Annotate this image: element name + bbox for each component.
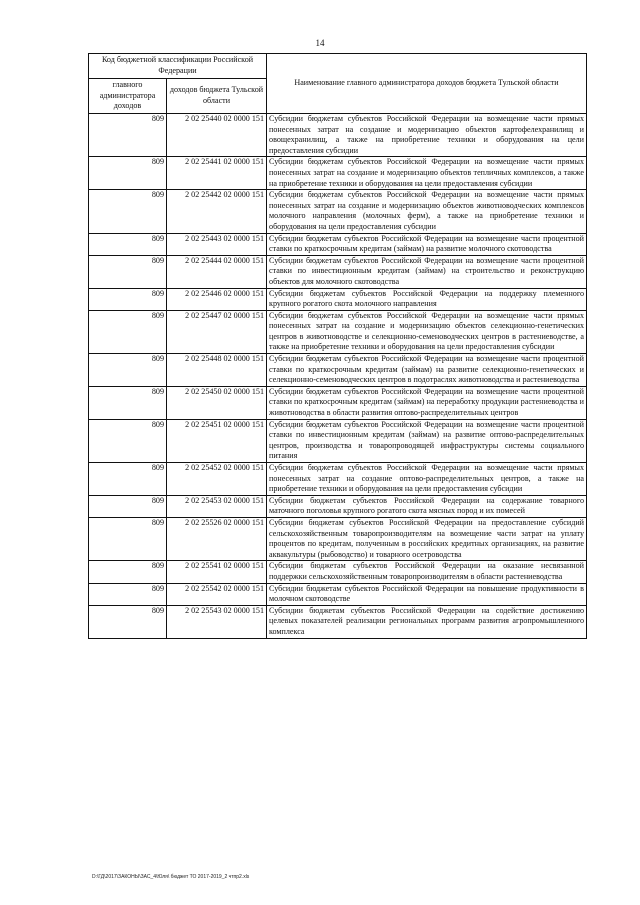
name-column-header: Наименование главного администратора доходов бюджета Тульской области	[267, 54, 587, 114]
admin-code-cell: 809	[89, 419, 167, 462]
admin-code-cell: 809	[89, 114, 167, 157]
revenue-code-cell: 2 02 25542 02 0000 151	[167, 583, 267, 605]
admin-code-cell: 809	[89, 255, 167, 288]
admin-code-cell: 809	[89, 354, 167, 387]
revenue-name-cell: Субсидии бюджетам субъектов Российской Федерации на возмещение части прямых понесенных затрат на создание оптово-распределительных центров, а также на приобретение техники и оборудования на цели предоставления субсидии	[267, 463, 587, 496]
footer-file-path: D:\ГД\2017\ЗАКОНЫ\ЗАС_4\Юля\ бюджет ТО 2017-2019_2 чтпр2.xls	[92, 874, 250, 880]
table-row	[89, 495, 587, 517]
revenue-name-cell: Субсидии бюджетам субъектов Российской Федерации на содержание товарного маточного поголовья крупного рогатого скота мясных пород и их помесей	[267, 495, 587, 517]
revenue-name-cell: Субсидии бюджетам субъектов Российской Федерации на возмещение части процентной ставки по инвестиционным кредитам (займам) на строительство и реконструкцию объектов для молочного скотоводства	[267, 255, 587, 288]
admin-column-header: главного администратора доходов	[89, 79, 167, 114]
revenue-code-cell: 2 02 25450 02 0000 151	[167, 386, 267, 419]
revenue-code-cell: 2 02 25543 02 0000 151	[167, 605, 267, 638]
page-number: 14	[315, 38, 325, 48]
table-row	[89, 114, 587, 157]
table-row	[89, 233, 587, 255]
revenue-name-cell: Субсидии бюджетам субъектов Российской Федерации на возмещение части процентной ставки по инвестиционным кредитам (займам) на развитие оптово-распределительных центров, производства и товаропроводящей инфраструктуры системы социального питания	[267, 419, 587, 462]
table-row	[89, 583, 587, 605]
table-row	[89, 561, 587, 583]
table-row	[89, 310, 587, 353]
revenue-column-header: доходов бюджета Тульской области	[167, 79, 267, 114]
table-row	[89, 288, 587, 310]
table-row	[89, 255, 587, 288]
revenue-name-cell: Субсидии бюджетам субъектов Российской Федерации на содействие достижению целевых показателей реализации региональных программ развития агропромышленного комплекса	[267, 605, 587, 638]
revenue-name-cell: Субсидии бюджетам субъектов Российской Федерации на возмещение части прямых понесенных затрат на создание и модернизацию объектов картофелехранилищ и овощехранилищ, а также на приобретение техники и оборудования на цели предоставления субсидии	[267, 114, 587, 157]
revenue-code-cell: 2 02 25441 02 0000 151	[167, 157, 267, 190]
admin-code-cell: 809	[89, 310, 167, 353]
table-row	[89, 157, 587, 190]
revenue-code-cell: 2 02 25447 02 0000 151	[167, 310, 267, 353]
admin-code-cell: 809	[89, 583, 167, 605]
revenue-name-cell: Субсидии бюджетам субъектов Российской Федерации на оказание несвязанной поддержки сельскохозяйственным товаропроизводителям в области растениеводства	[267, 561, 587, 583]
admin-code-cell: 809	[89, 190, 167, 233]
revenue-code-cell: 2 02 25443 02 0000 151	[167, 233, 267, 255]
admin-code-cell: 809	[89, 495, 167, 517]
revenue-code-cell: 2 02 25541 02 0000 151	[167, 561, 267, 583]
admin-code-cell: 809	[89, 233, 167, 255]
table-row	[89, 386, 587, 419]
revenue-code-cell: 2 02 25444 02 0000 151	[167, 255, 267, 288]
admin-code-cell: 809	[89, 517, 167, 560]
admin-code-cell: 809	[89, 386, 167, 419]
revenue-name-cell: Субсидии бюджетам субъектов Российской Федерации на возмещение части прямых понесенных затрат на создание и модернизацию объектов селекционно-генетических центров в животноводстве и селекционно-семеноводческих центров в растениеводстве, а также на приобретение техники и оборудования на цели предоставления субсидии	[267, 310, 587, 353]
admin-code-cell: 809	[89, 288, 167, 310]
table-row	[89, 463, 587, 496]
revenue-code-cell: 2 02 25453 02 0000 151	[167, 495, 267, 517]
revenue-code-cell: 2 02 25440 02 0000 151	[167, 114, 267, 157]
revenue-code-cell: 2 02 25526 02 0000 151	[167, 517, 267, 560]
admin-code-cell: 809	[89, 157, 167, 190]
revenue-code-cell: 2 02 25448 02 0000 151	[167, 354, 267, 387]
table-row	[89, 419, 587, 462]
admin-code-cell: 809	[89, 605, 167, 638]
table-row	[89, 517, 587, 560]
revenue-name-cell: Субсидии бюджетам субъектов Российской Федерации на поддержку племенного крупного рогатого скота молочного направления	[267, 288, 587, 310]
revenue-name-cell: Субсидии бюджетам субъектов Российской Федерации на возмещение части прямых понесенных затрат на создание и модернизацию объектов животноводческих комплексов молочного направления (молочных ферм), а также на приобретение техники и оборудования на цели предоставления субсидии	[267, 190, 587, 233]
admin-code-cell: 809	[89, 561, 167, 583]
revenue-name-cell: Субсидии бюджетам субъектов Российской Федерации на предоставление субсидий сельскохозяйственным товаропроизводителям на возмещение части затрат на уплату процентов по кредитам, полученным в российских кредитных организациях, на развитие аквакультуры (рыбоводство) и товарного осетроводства	[267, 517, 587, 560]
revenue-code-cell: 2 02 25451 02 0000 151	[167, 419, 267, 462]
revenue-code-cell: 2 02 25446 02 0000 151	[167, 288, 267, 310]
revenue-code-cell: 2 02 25452 02 0000 151	[167, 463, 267, 496]
table-row	[89, 605, 587, 638]
revenue-name-cell: Субсидии бюджетам субъектов Российской Федерации на возмещение части процентной ставки по краткосрочным кредитам (займам) на переработку продукции растениеводства и животноводства в области развития оптово-распределительных центров	[267, 386, 587, 419]
revenue-name-cell: Субсидии бюджетам субъектов Российской Федерации на возмещение части прямых понесенных затрат на создание и модернизацию объектов тепличных комплексов, а также на приобретение техники и оборудования на цели предоставления субсидии	[267, 157, 587, 190]
revenue-code-cell: 2 02 25442 02 0000 151	[167, 190, 267, 233]
revenue-name-cell: Субсидии бюджетам субъектов Российской Федерации на повышение продуктивности в молочном скотоводстве	[267, 583, 587, 605]
budget-classification-table	[88, 53, 587, 639]
revenue-name-cell: Субсидии бюджетам субъектов Российской Федерации на возмещение части процентной ставки по краткосрочным кредитам (займам) на развитие селекционно-генетических и селекционно-семеноводческих центров в подотраслях животноводства и растениеводства	[267, 354, 587, 387]
admin-code-cell: 809	[89, 463, 167, 496]
table-row	[89, 354, 587, 387]
revenue-name-cell: Субсидии бюджетам субъектов Российской Федерации на возмещение части процентной ставки по краткосрочным кредитам (займам) на развитие молочного скотоводства	[267, 233, 587, 255]
table-row	[89, 190, 587, 233]
code-group-header: Код бюджетной классификации Российской Федерации	[89, 54, 267, 79]
